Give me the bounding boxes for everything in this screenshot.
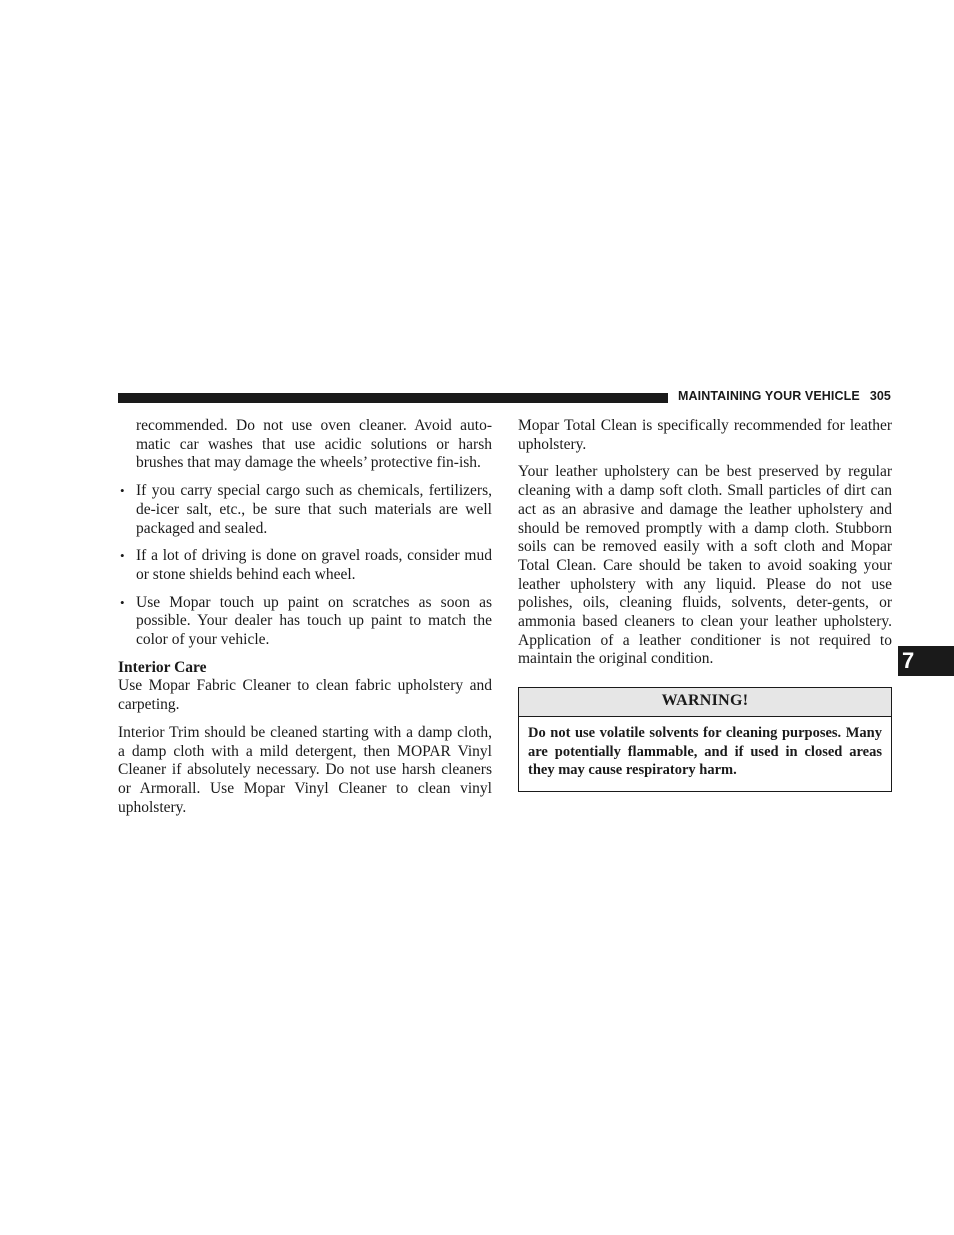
section-title: MAINTAINING YOUR VEHICLE bbox=[678, 389, 860, 403]
continued-paragraph: recommended. Do not use oven cleaner. Avoid auto-matic car washes that use acidic solutions or harsh brushes that may damage the wheels’ protective fin-ish. bbox=[136, 417, 492, 472]
list-item-text: Use Mopar touch up paint on scratches as soon as possible. Your dealer has touch up paint to match the color of your vehicle. bbox=[136, 593, 492, 649]
interior-care-heading: Interior Care bbox=[118, 658, 207, 676]
bullet-list bbox=[118, 482, 492, 650]
leather-care-paragraph: Your leather upholstery can be best preserved by regular cleaning with a damp soft cloth. Small particles of dirt can act as an abrasive and damage the leather upholstery and should be removed promptly with a damp cloth. Stubborn soils can be removed easily with a soft cloth and Mopar Total Clean. Care should be taken to avoid soaking your leather upholstery with any liquid. Please do not use polishes, oils, cleaning fluids, solvents, deter-gents, or ammonia based cleaners to clean your leather upholstery. Application of a leather conditioner is not required to maintain the original condition. bbox=[518, 463, 892, 668]
list-item bbox=[118, 482, 492, 538]
bullet-icon: • bbox=[120, 483, 125, 499]
header-rule bbox=[118, 393, 668, 403]
warning-body: Do not use volatile solvents for cleaning purposes. Many are potentially flammable, and if used in closed areas they may cause respiratory harm. bbox=[528, 724, 882, 779]
bullet-icon: • bbox=[120, 548, 125, 564]
bullet-icon: • bbox=[120, 594, 125, 610]
page-number: 305 bbox=[869, 389, 891, 403]
interior-care-paragraph: Use Mopar Fabric Cleaner to clean fabric upholstery and carpeting. bbox=[118, 677, 492, 714]
list-item bbox=[118, 594, 492, 650]
interior-trim-paragraph: Interior Trim should be cleaned starting with a damp cloth, a damp cloth with a mild detergent, then MOPAR Vinyl Cleaner if absolutely necessary. Do not use harsh cleaners or Armorall. Use Mopar Vinyl Cleaner to clean vinyl upholstery. bbox=[118, 723, 492, 816]
running-header bbox=[678, 389, 891, 403]
list-item-text: If a lot of driving is done on gravel roads, consider mud or stone shields behind each wheel. bbox=[136, 547, 492, 583]
chapter-tab: 7 bbox=[898, 646, 954, 676]
warning-title: WARNING! bbox=[519, 688, 891, 717]
list-item-text: If you carry special cargo such as chemicals, fertilizers, de-icer salt, etc., be sure that such materials are well packaged and sealed. bbox=[136, 482, 492, 537]
warning-box bbox=[518, 687, 892, 792]
list-item bbox=[118, 547, 492, 584]
right-column bbox=[518, 417, 892, 792]
left-column bbox=[118, 417, 492, 826]
total-clean-paragraph: Mopar Total Clean is specifically recommended for leather upholstery. bbox=[518, 417, 892, 453]
